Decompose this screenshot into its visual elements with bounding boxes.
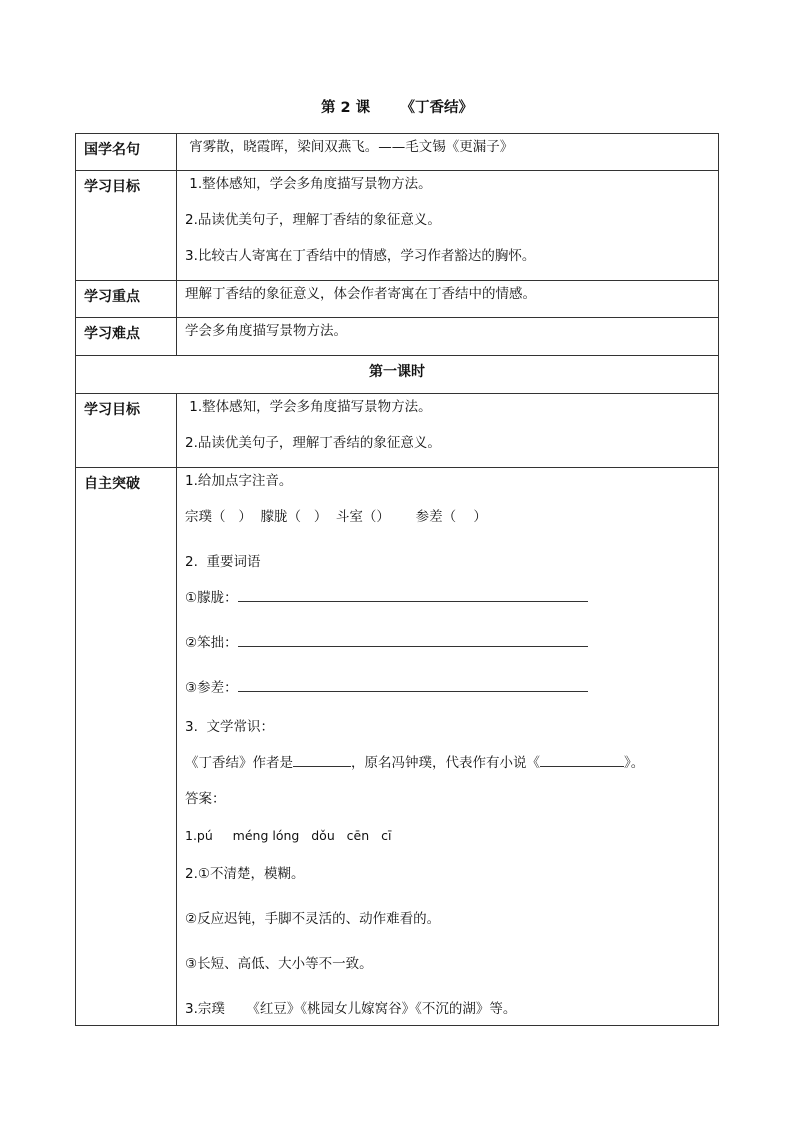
row-quote — [76, 134, 719, 171]
label-quote: 国学名句 — [76, 134, 177, 171]
label-difficulty: 学习难点 — [76, 318, 177, 356]
label-focus: 学习重点 — [76, 281, 177, 318]
q3-part: ，原名冯钟璞，代表作有小说《 — [351, 755, 540, 771]
answer-label: 答案： — [185, 791, 226, 807]
row-goals — [76, 171, 719, 281]
focus-text: 理解丁香结的象征意义，体会作者寄寓在丁香结中的情感。 — [185, 286, 536, 302]
answer-3: ②反应迟钝，手脚不灵活的、动作难看的。 — [185, 911, 441, 927]
answer-1: 1.pú méng lóng dǒu cēn cī — [185, 828, 392, 843]
answer-blank — [238, 679, 588, 692]
goal-line: 1.整体感知，学会多角度描写景物方法。 — [185, 176, 432, 192]
goal-line: 3.比较古人寄寓在丁香结中的情感，学习作者豁达的胸怀。 — [185, 248, 536, 264]
q2-item — [185, 679, 718, 698]
q1-items: 宗璞（ ） 朦胧（ ） 斗室（） 参差（ ） — [185, 509, 487, 525]
answer-blank — [540, 754, 624, 767]
q3-title: 3. 文学常识： — [185, 719, 274, 735]
answer-2: 2.①不清楚，模糊。 — [185, 866, 305, 882]
difficulty-text: 学会多角度描写景物方法。 — [185, 323, 347, 339]
q3-part: 》。 — [624, 755, 645, 771]
answer-blank — [238, 589, 588, 602]
goal-line: 2.品读优美句子，理解丁香结的象征意义。 — [185, 212, 441, 228]
answer-blank — [238, 634, 588, 647]
label-goals2: 学习目标 — [76, 394, 177, 468]
content-goals2 — [177, 394, 719, 468]
answer-5: 3.宗璞 《红豆》《桃园女儿嫁窝谷》《不沉的湖》等。 — [185, 1001, 517, 1017]
lesson-title: 第 2 课 《丁香结》 — [321, 100, 473, 116]
answer-4: ③长短、高低、大小等不一致。 — [185, 956, 373, 972]
q3-part: 《丁香结》作者是 — [185, 755, 293, 771]
q2-item — [185, 634, 718, 653]
row-difficulty — [76, 318, 719, 356]
goal2-line: 1.整体感知，学会多角度描写景物方法。 — [185, 399, 432, 415]
row-self-study — [76, 468, 719, 1026]
content-self-study — [177, 468, 719, 1026]
lesson-table — [75, 133, 719, 1026]
row-goals2 — [76, 394, 719, 468]
row-focus — [76, 281, 719, 318]
label-self-study: 自主突破 — [76, 468, 177, 1026]
goal2-line: 2.品读优美句子，理解丁香结的象征意义。 — [185, 435, 441, 451]
q2-item — [185, 589, 718, 608]
content-quote — [177, 134, 719, 171]
q2-title: 2. 重要词语 — [185, 554, 261, 570]
q3-sentence — [185, 754, 718, 773]
quote-text: 宵雾散，晓霞晖，梁间双燕飞。——毛文锡《更漏子》 — [185, 139, 514, 155]
answer-blank — [293, 754, 351, 767]
q1-title: 1.给加点字注音。 — [185, 473, 293, 489]
label-goals: 学习目标 — [76, 171, 177, 281]
content-goals — [177, 171, 719, 281]
section-heading: 第一课时 — [76, 356, 719, 394]
content-difficulty — [177, 318, 719, 356]
q2-item-label: ①朦胧： — [185, 590, 238, 606]
row-section — [76, 356, 719, 394]
q2-item-label: ③参差： — [185, 680, 238, 696]
q2-item-label: ②笨拙： — [185, 635, 238, 651]
content-focus — [177, 281, 719, 318]
